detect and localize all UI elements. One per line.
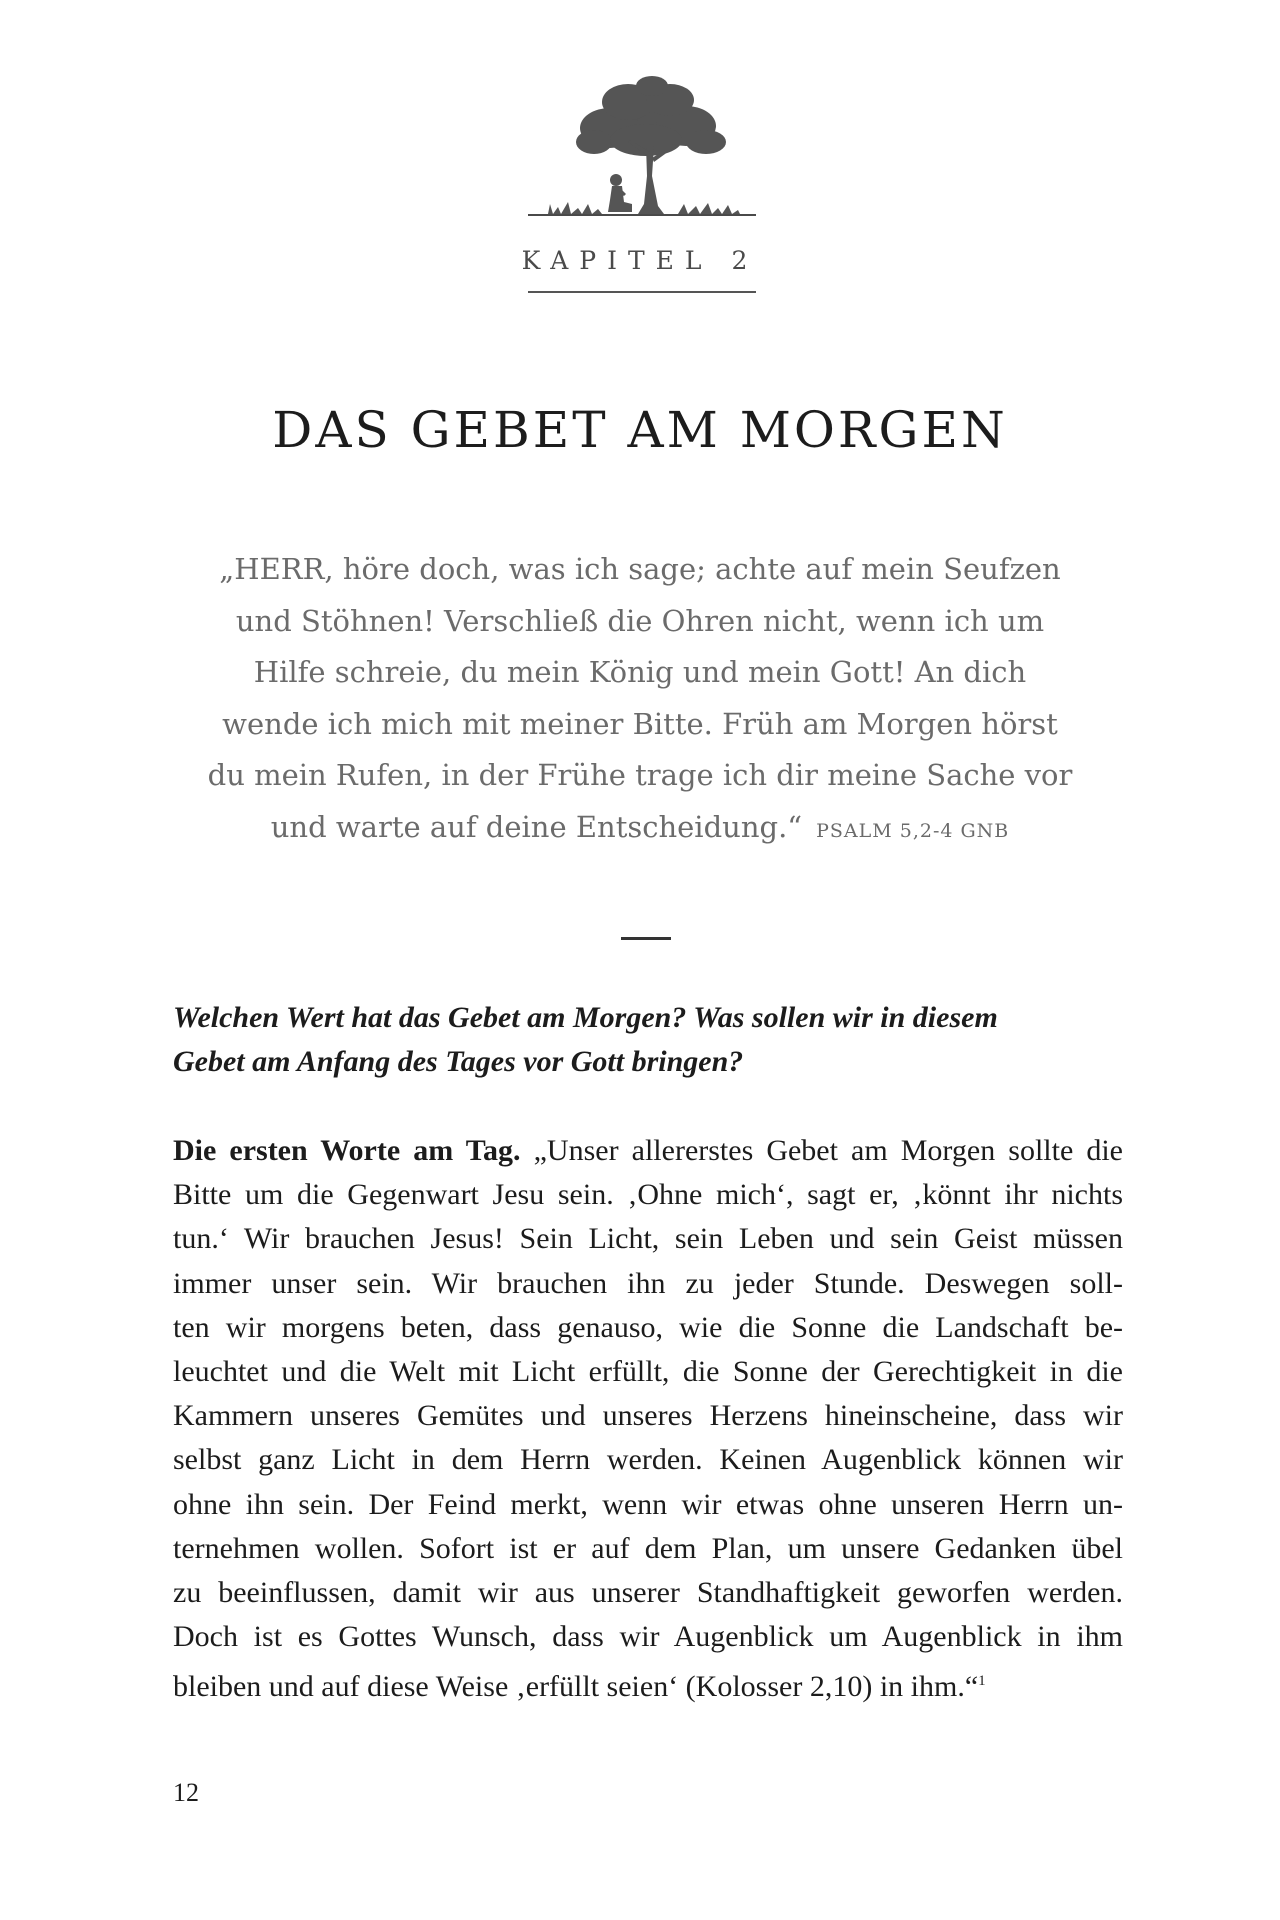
body-line: tun.‘ Wir brauchen Jesus! Sein Licht, sein Leben und sein Geist müssen	[173, 1222, 1123, 1256]
body-line: zu beeinflussen, damit wir aus unserer Standhaftigkeit geworfen werden.	[173, 1576, 1123, 1610]
epigraph-line: und Stöhnen! Verschließ die Ohren nicht, wenn ich um	[235, 603, 1045, 638]
section-separator	[621, 937, 671, 940]
body-line: selbst ganz Licht in dem Herrn werden. Keinen Augenblick können wir	[173, 1443, 1123, 1477]
body-line: ternehmen wollen. Sofort ist er auf dem Plan, um unsere Gedanken übel	[173, 1531, 1123, 1565]
question-line: Welchen Wert hat das Gebet am Morgen? Was sollen wir in diesem	[173, 1001, 998, 1034]
question-line: Gebet am Anfang des Tages vor Gott bringen?	[173, 1045, 744, 1078]
body-line: ohne ihn sein. Der Feind merkt, wenn wir etwas ohne unseren Herrn un-	[173, 1487, 1123, 1521]
epigraph-quote	[170, 544, 1110, 857]
paragraph-lead-in: Die ersten Worte am Tag.	[173, 1134, 521, 1167]
epigraph-source: PSALM 5,2-4 GNB	[816, 819, 1010, 842]
epigraph-line: „HERR, höre doch, was ich sage; achte auf mein Seufzen	[219, 552, 1061, 586]
body-line: leuchtet und die Welt mit Licht erfüllt, die Sonne der Gerechtigkeit in die	[173, 1355, 1123, 1389]
body-line-text: „Unser allererstes Gebet am Morgen sollte die	[520, 1134, 1123, 1167]
body-paragraph	[173, 1129, 1123, 1710]
epigraph-line: wende ich mich mit meiner Bitte. Früh am Morgen hörst	[222, 706, 1058, 741]
chapter-title: DAS GEBET AM MORGEN	[272, 401, 1008, 459]
chapter-question	[173, 996, 1123, 1084]
footnote-marker[interactable]: 1	[978, 1673, 986, 1690]
chapter-divider	[528, 291, 756, 293]
body-last-line-text: bleiben und auf diese Weise ‚erfüllt seien‘ (Kolosser 2,10) in ihm.“	[173, 1670, 979, 1704]
body-line	[173, 1129, 1123, 1173]
tree-with-kneeling-figure-icon	[528, 76, 756, 236]
chapter-label: KAPITEL 2	[521, 246, 759, 275]
body-line: ten wir morgens beten, dass genauso, wie die Sonne die Landschaft be-	[173, 1310, 1123, 1344]
body-line	[173, 1659, 1123, 1709]
epigraph-line: du mein Rufen, in der Frühe trage ich dir meine Sache vor	[207, 758, 1073, 792]
page-number: 12	[173, 1778, 199, 1807]
body-line: Bitte um die Gegenwart Jesu sein. ‚Ohne mich‘, sagt er, ‚könnt ihr nichts	[173, 1178, 1123, 1212]
epigraph-line: Hilfe schreie, du mein König und mein Gott! An dich	[253, 655, 1027, 689]
epigraph-last-line	[170, 802, 1110, 858]
body-line: Kammern unseres Gemütes und unseres Herzens hineinscheine, dass wir	[173, 1399, 1123, 1433]
epigraph-line: und warte auf deine Entscheidung.“	[270, 809, 803, 844]
body-line: Doch ist es Gottes Wunsch, dass wir Augenblick um Augenblick in ihm	[173, 1620, 1123, 1654]
body-line: immer unser sein. Wir brauchen ihn zu jeder Stunde. Deswegen soll-	[173, 1266, 1123, 1300]
